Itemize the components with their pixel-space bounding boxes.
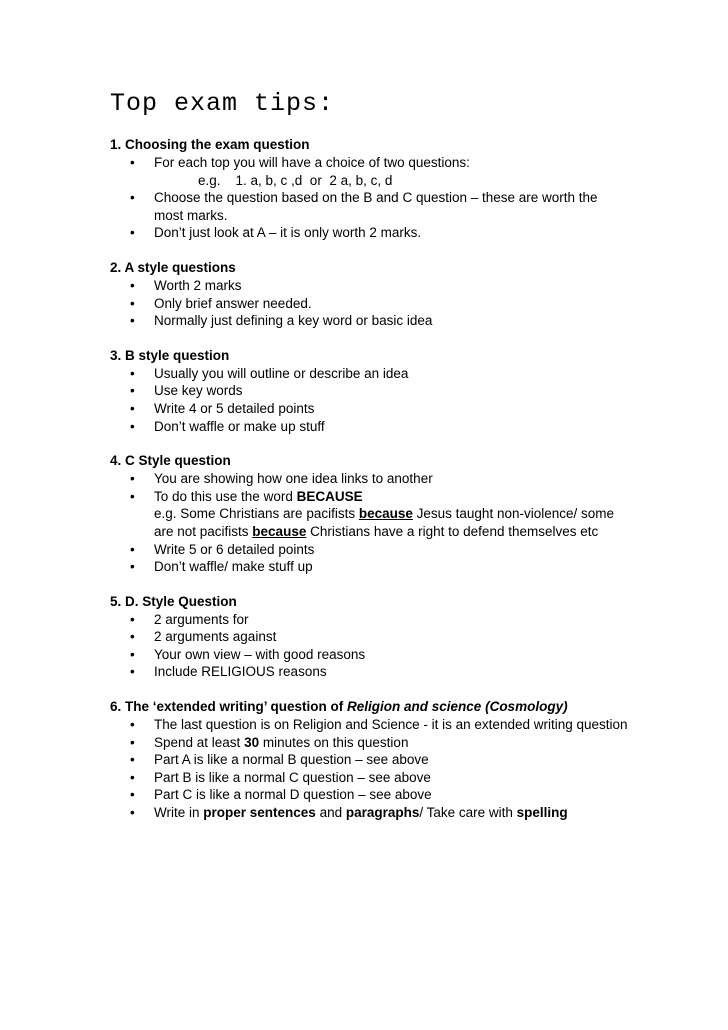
- bullet-icon: •: [130, 313, 135, 329]
- section-d-style: [110, 593, 630, 681]
- section-a-style: [110, 259, 630, 330]
- bullet-icon: •: [130, 400, 135, 416]
- bullet-icon: •: [130, 769, 135, 785]
- bullet-list: [110, 365, 630, 435]
- bullet-icon: •: [130, 365, 135, 381]
- section-b-style: [110, 347, 630, 435]
- list-item: • Use key words: [130, 383, 243, 399]
- section-title: 2. A style questions: [110, 259, 236, 275]
- section-title: 6. The ‘extended writing’ question of Religion and science (Cosmology): [110, 699, 568, 715]
- bullet-icon: •: [130, 277, 135, 293]
- bullet-icon: •: [130, 225, 135, 241]
- bullet-icon: •: [130, 383, 135, 399]
- list-item: • For each top you will have a choice of two questions: e.g. 1. a, b, c ,d or 2 a, b, c, d: [110, 154, 630, 189]
- bullet-icon: •: [130, 805, 135, 821]
- list-item: • Include RELIGIOUS reasons: [130, 664, 327, 680]
- section-title: 1. Choosing the exam question: [110, 137, 310, 152]
- list-item: • Choose the question based on the B and C question – these are worth the most marks.: [130, 190, 598, 223]
- list-item: • 2 arguments against: [130, 629, 277, 645]
- list-item: • Part A is like a normal B question – see above: [130, 752, 429, 768]
- bullet-icon: •: [130, 734, 135, 750]
- list-item: • Usually you will outline or describe an idea: [130, 365, 409, 381]
- bullet-icon: •: [130, 752, 135, 768]
- bullet-list: [110, 154, 630, 242]
- section-title: 4. C Style question: [110, 453, 231, 469]
- bullet-icon: •: [130, 559, 135, 575]
- example-text: e.g. Some Christians are pacifists because Jesus taught non-violence/ some are not pacifists because Christians have a right to defend themselves etc: [154, 506, 615, 539]
- example-text: e.g. 1. a, b, c ,d or 2 a, b, c, d: [198, 172, 393, 188]
- list-item: • Write 4 or 5 detailed points: [130, 400, 315, 416]
- list-item: • 2 arguments for: [130, 611, 249, 627]
- bullet-icon: •: [130, 418, 135, 434]
- list-item: • Don’t waffle/ make stuff up: [130, 559, 313, 575]
- section-title: 3. B style question: [110, 347, 230, 363]
- list-item: • You are showing how one idea links to another: [130, 471, 433, 487]
- list-item: • Spend at least 30 minutes on this question: [130, 734, 409, 750]
- emphasis-text: BECAUSE: [296, 488, 363, 504]
- section-extended-writing: [110, 698, 630, 822]
- list-item: • Only brief answer needed.: [130, 295, 312, 311]
- section-title: 5. D. Style Question: [110, 593, 237, 609]
- list-item: • Part C is like a normal D question – see above: [130, 787, 432, 803]
- bullet-icon: •: [130, 541, 135, 557]
- bullet-icon: •: [130, 190, 135, 206]
- bullet-list: [110, 277, 630, 330]
- list-item: • The last question is on Religion and Science - it is an extended writing question: [130, 717, 628, 733]
- list-item: • Part B is like a normal C question – see above: [130, 769, 431, 785]
- bullet-icon: •: [130, 646, 135, 662]
- bullet-icon: •: [130, 664, 135, 680]
- list-item: • Write in proper sentences and paragraphs/ Take care with spelling: [130, 805, 568, 821]
- list-item: • Worth 2 marks: [130, 277, 242, 293]
- bullet-list: [110, 470, 630, 576]
- bullet-icon: •: [130, 787, 135, 803]
- list-item: • Your own view – with good reasons: [130, 646, 366, 662]
- list-item: • Don’t waffle or make up stuff: [130, 418, 325, 434]
- bullet-icon: •: [130, 295, 135, 311]
- list-item: • Write 5 or 6 detailed points: [130, 541, 315, 557]
- list-item: • To do this use the word BECAUSE e.g. Some Christians are pacifists because Jesus taught non-violence/ some are not pacifists because Christians have a right to defend themselves etc: [110, 488, 630, 541]
- section-choosing-question: [110, 136, 630, 242]
- document-body: [110, 136, 630, 839]
- list-item: • Don’t just look at A – it is only worth 2 marks.: [130, 225, 422, 241]
- bullet-icon: •: [130, 717, 135, 733]
- bullet-icon: •: [130, 629, 135, 645]
- bullet-list: [110, 611, 630, 681]
- list-item: • Normally just defining a key word or basic idea: [130, 313, 433, 329]
- page-title: Top exam tips:: [110, 89, 335, 118]
- bullet-icon: •: [130, 471, 135, 487]
- bullet-list: [110, 716, 630, 822]
- section-c-style: [110, 452, 630, 576]
- bullet-icon: •: [130, 155, 135, 170]
- bullet-icon: •: [130, 488, 135, 504]
- bullet-icon: •: [130, 611, 135, 627]
